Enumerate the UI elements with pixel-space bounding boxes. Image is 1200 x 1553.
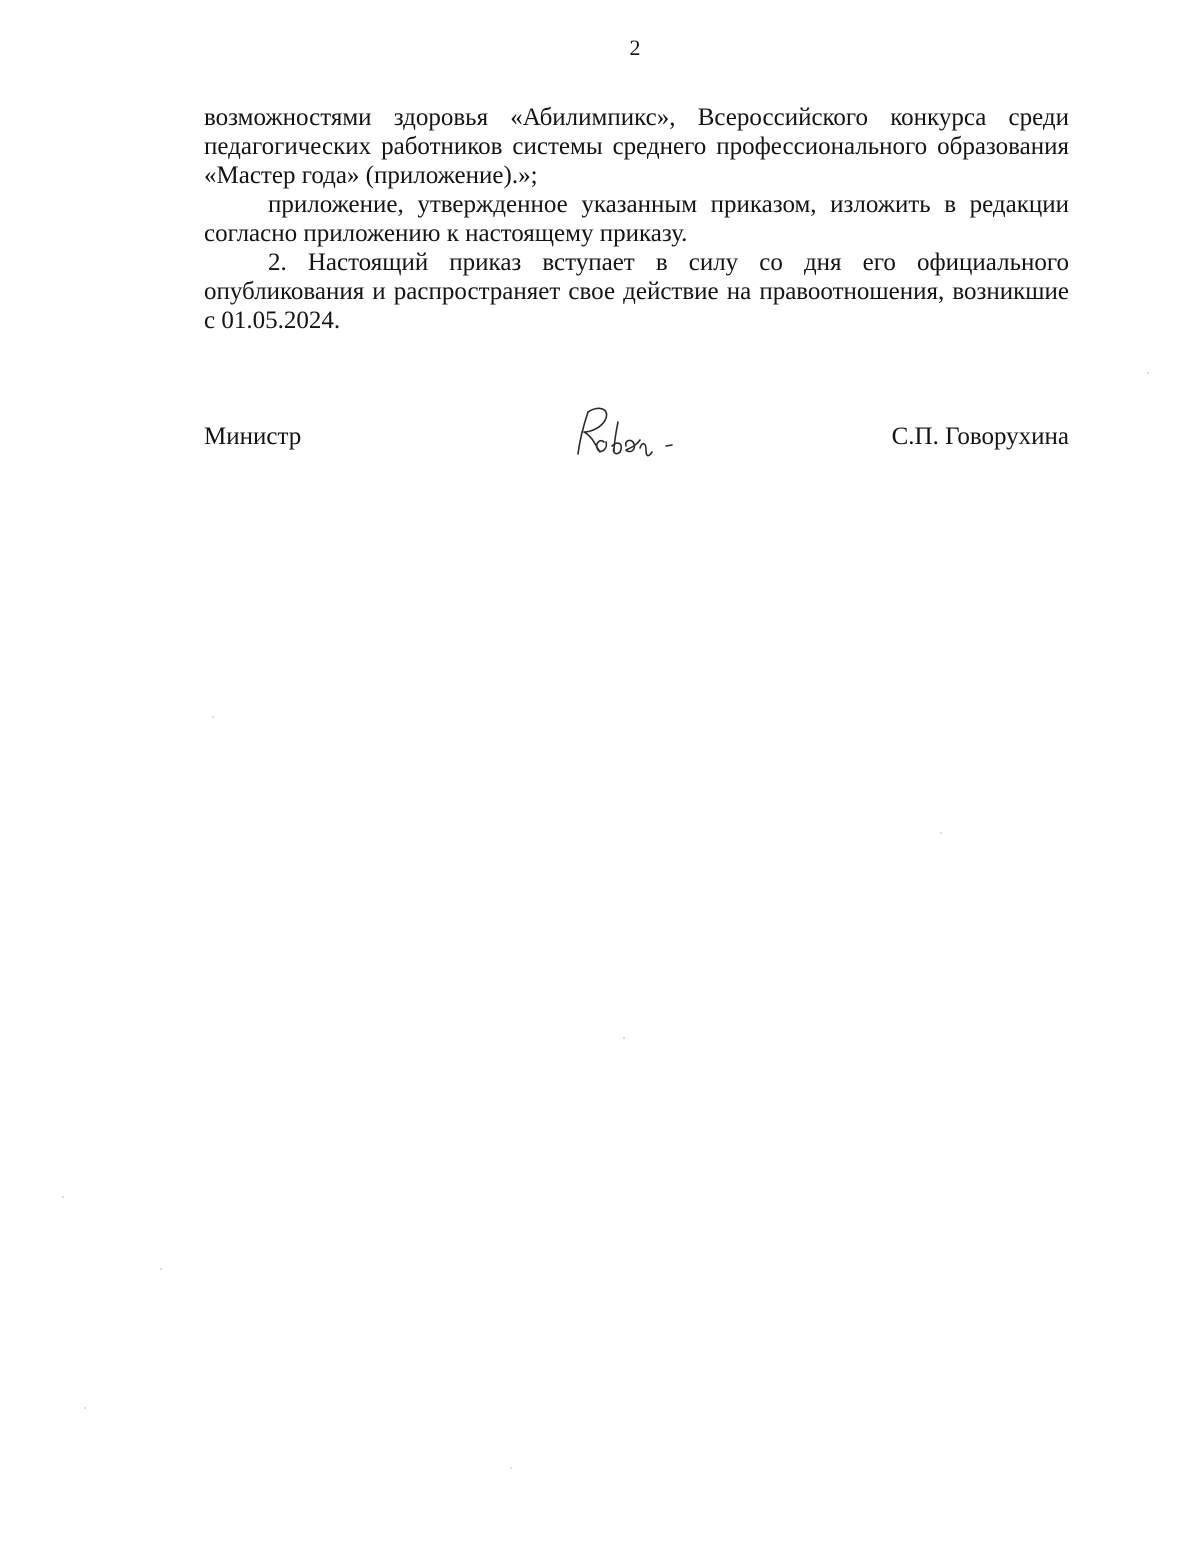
scan-speck (940, 832, 942, 834)
scan-speck (84, 1407, 86, 1409)
scan-speck (1147, 372, 1149, 374)
signature-block (204, 420, 1069, 480)
paragraph-effective-date: 2. Настоящий приказ вступает в силу со дня его официального опубликования и распространяет свое действие на правоотношения, возникшие с 01.05.2024. (204, 249, 1069, 334)
document-body (204, 103, 1069, 335)
handwritten-signature (574, 402, 684, 464)
scan-speck (62, 1196, 64, 1198)
signatory-name: С.П. Говорухина (891, 423, 1069, 450)
signatory-title: Министр (204, 423, 302, 450)
scan-speck (510, 1467, 512, 1469)
page-number: 2 (629, 35, 641, 60)
scan-speck (212, 716, 214, 718)
paragraph-appendix: приложение, утвержденное указанным приказом, изложить в редакции согласно приложению к настоящему приказу. (204, 191, 1069, 247)
scan-speck (160, 1268, 162, 1270)
scan-speck (623, 1037, 625, 1039)
paragraph-continuation: возможностями здоровья «Абилимпикс», Всероссийского конкурса среди педагогических работников системы среднего профессионального образования «Мастер года» (приложение).»; (204, 104, 1069, 189)
